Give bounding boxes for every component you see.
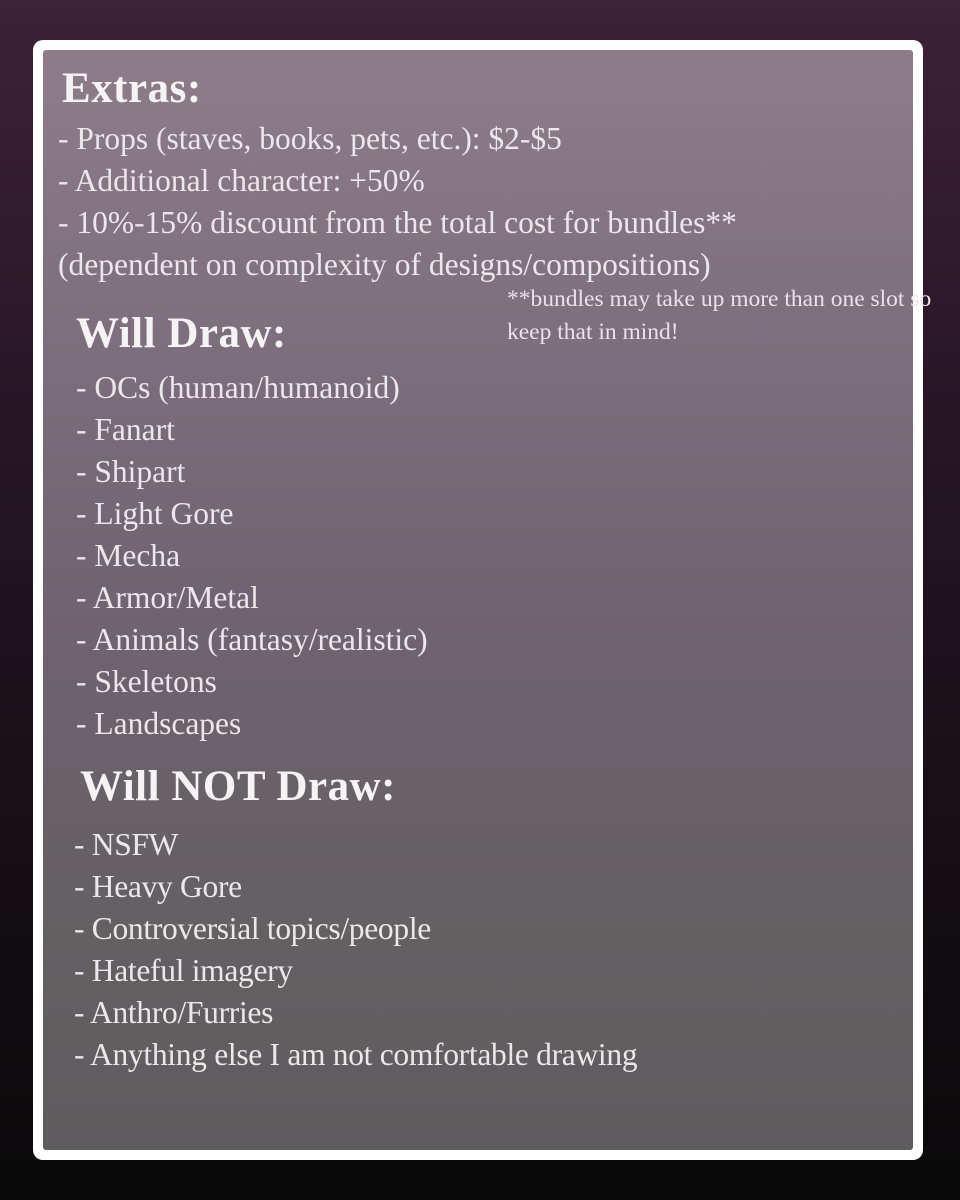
extras-item: - Additional character: +50% (58, 163, 425, 198)
will-not-draw-item: - Anthro/Furries (74, 995, 274, 1030)
will-not-draw-section-title: Will NOT Draw: (80, 763, 396, 810)
will-not-draw-list (74, 824, 637, 1076)
will-draw-item: - Mecha (76, 538, 181, 573)
will-draw-item: - Animals (fantasy/realistic) (76, 622, 428, 657)
will-not-draw-item: - Anything else I am not comfortable drawing (74, 1037, 638, 1072)
extras-section-title: Extras: (62, 65, 202, 112)
will-draw-item: - OCs (human/humanoid) (76, 370, 400, 405)
will-draw-item: - Skeletons (76, 664, 217, 699)
will-draw-item: - Armor/Metal (76, 580, 259, 615)
will-not-draw-item: - Heavy Gore (74, 869, 242, 904)
will-not-draw-item: - NSFW (74, 827, 179, 862)
will-draw-list (76, 367, 428, 745)
extras-list (58, 118, 737, 286)
will-draw-item: - Shipart (76, 454, 186, 489)
will-draw-item: - Landscapes (76, 706, 242, 741)
extras-item: - 10%-15% discount from the total cost for bundles** (58, 205, 737, 240)
will-draw-item: - Fanart (76, 412, 175, 447)
will-draw-item: - Light Gore (76, 496, 234, 531)
bundle-footnote: **bundles may take up more than one slot so keep that in mind! (507, 286, 932, 345)
will-not-draw-item: - Controversial topics/people (74, 911, 431, 946)
extras-item: - Props (staves, books, pets, etc.): $2-$5 (58, 121, 562, 156)
will-draw-section-title: Will Draw: (76, 310, 287, 357)
extras-item: (dependent on complexity of designs/compositions) (58, 247, 711, 282)
will-not-draw-item: - Hateful imagery (74, 953, 293, 988)
